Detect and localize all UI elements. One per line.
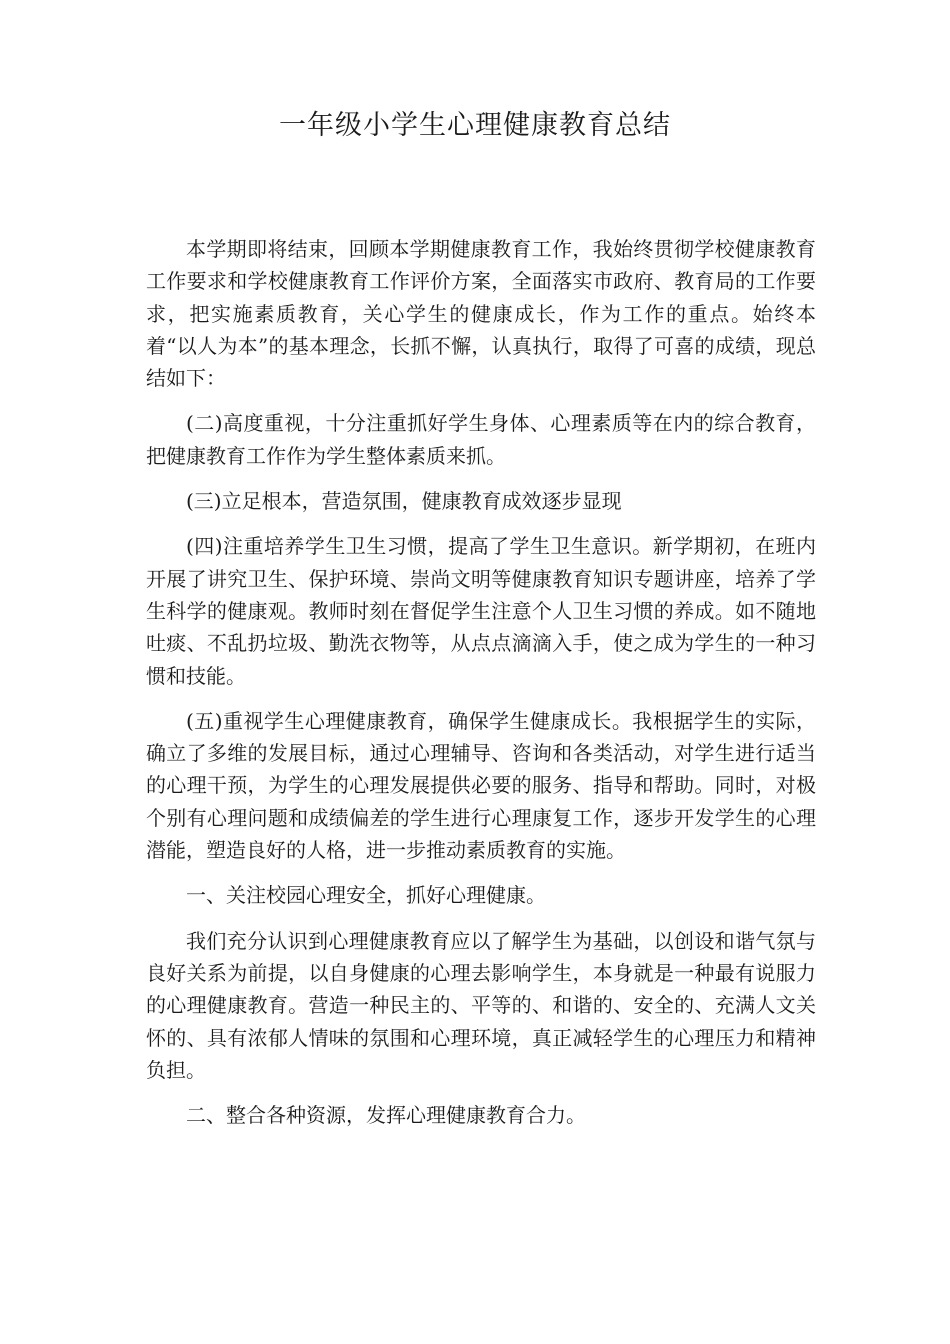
paragraph-section-5: (五)重视学生心理健康教育，确保学生健康成长。我根据学生的实际，确立了多维的发展目标，通过心理辅导、咨询和各类活动，对学生进行适当的心理干预，为学生的心理发展提供必要的服务、指导和帮助。同时，对极个别有心理问题和成绩偏差的学生进行心理康复工作，逐步开发学生的心理潜能，塑造良好的人格，进一步推动素质教育的实施。 — [146, 708, 816, 863]
paragraph-section-2: (二)高度重视，十分注重抓好学生身体、心理素质等在内的综合教育，把健康教育工作作为学生整体素质来抓。 — [146, 411, 816, 468]
paragraph-intro: 本学期即将结束，回顾本学期健康教育工作，我始终贯彻学校健康教育工作要求和学校健康教育工作评价方案，全面落实市政府、教育局的工作要求，把实施素质教育，关心学生的健康成长，作为工作的重点。始终本着“以人为本”的基本理念，长抓不懈，认真执行，取得了可喜的成绩，现总结如下： — [146, 237, 816, 391]
paragraph-part-1: 我们充分认识到心理健康教育应以了解学生为基础，以创设和谐气氛与良好关系为前提，以自身健康的心理去影响学生，本身就是一种最有说服力的心理健康教育。营造一种民主的、平等的、和谐的、安全的、充满人文关怀的、具有浓郁人情味的氛围和心理环境，真正减轻学生的心理压力和精神负担。 — [146, 928, 816, 1082]
heading-part-1: 一、关注校园心理安全，抓好心理健康。 — [186, 883, 546, 908]
paragraph-section-4: (四)注重培养学生卫生习惯，提高了学生卫生意识。新学期初，在班内开展了讲究卫生、保护环境、崇尚文明等健康教育知识专题讲座，培养了学生科学的健康观。教师时刻在督促学生注意个人卫生习惯的养成。如不随地吐痰、不乱扔垃圾、勤洗衣物等，从点点滴滴入手，使之成为学生的一种习惯和技能。 — [146, 534, 816, 688]
document-body — [146, 233, 816, 1144]
heading-part-2: 二、整合各种资源，发挥心理健康教育合力。 — [186, 1103, 586, 1128]
document-title: 一年级小学生心理健康教育总结 — [279, 110, 671, 141]
paragraph-section-3: (三)立足根本，营造氛围，健康教育成效逐步显现 — [186, 489, 622, 514]
